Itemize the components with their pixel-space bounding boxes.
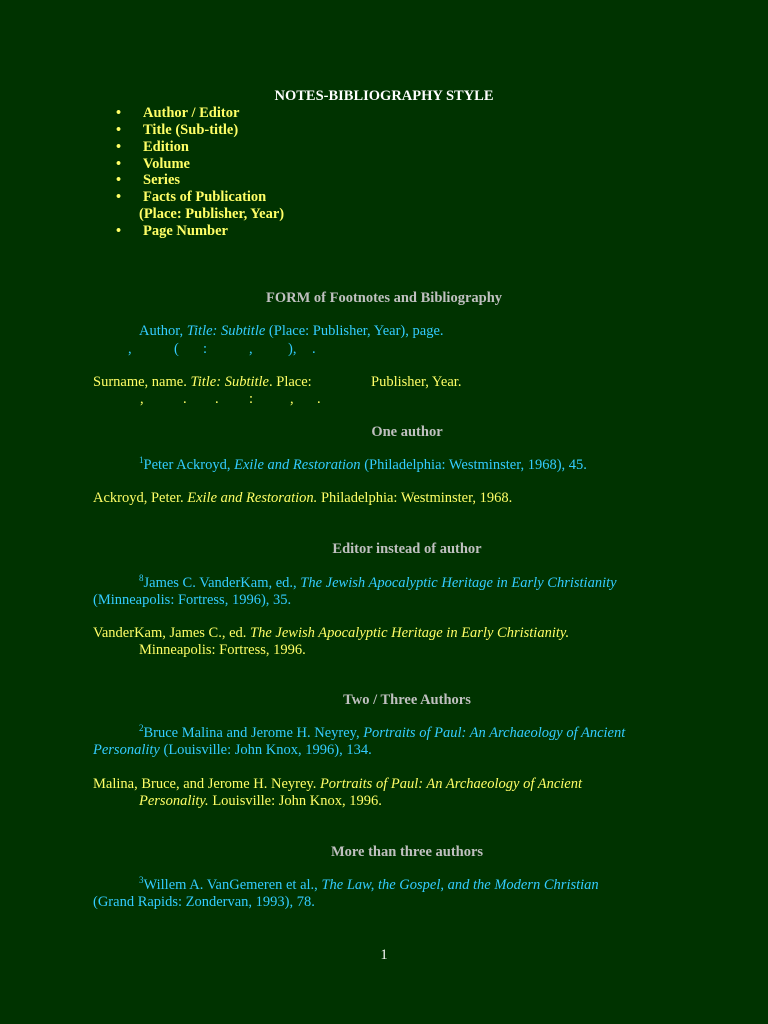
footnote-one-author: $^1$Peter Ackroyd, Exile and Restoration (Philadelphia: Westminster, 1968), 45. (139, 455, 587, 473)
page-number: 1 (380, 947, 388, 963)
list-item-text: Volume (143, 156, 190, 172)
bibliography-two-three: Malina, Bruce, and Jerome H. Neyrey. Portraits of Paul: An Archaeology of Ancient (93, 776, 583, 792)
footnote-more-three-cont: (Grand Rapids: Zondervan, 1993), 78. (93, 894, 315, 910)
list-item-text: Series (143, 172, 181, 188)
section-heading-editor: Editor instead of author (332, 541, 482, 557)
list-item-text: Edition (143, 139, 189, 155)
footnote-more-three: $^3$Willem A. VanGemeren et al., The Law, the Gospel, and the Modern Christian (139, 875, 599, 893)
bibliography-two-three-cont: Personality. Louisville: John Knox, 1996. (139, 793, 382, 809)
footnote-two-three-cont: Personality (Louisville: John Knox, 1996), 134. (93, 742, 372, 758)
form-bib-publisher: Publisher, Year. (371, 374, 462, 390)
section-heading-one-author: One author (371, 424, 443, 440)
section-heading-two-three: Two / Three Authors (343, 692, 471, 708)
list-item-text: Page Number (143, 223, 228, 239)
document-page: NOTES-BIBLIOGRAPHY STYLE • Author / Editor • Title (Sub-title) • Edition • Volume • Series • Facts of Publication (Place: Publisher, Year) • Page Number FORM of Footnotes and Bibliography Author, Title: Subtitle (Place: Publisher, Year), page. , ( : , ), . Surname, name. Title: Subtitle. Place: Publisher, Year. , . . : , . One author $^1$Peter Ackroyd, Exile and Restoration (Philadelphia: Westminster, 1968), 45. Ackroyd, Peter. Exile and Restoration. Philadelphia: Westminster, 1968. Editor instead of author $^8$James C. VanderKam, ed., The Jewish Apocalyptic Heritage in Early Christianity (Minneapolis: Fortress, 1996), 35. VanderKam, James C., ed. The Jewish Apocalyptic Heritage in Early Christianity. Minneapolis: Fortress, 1996. Two / Three Authors $^2$Bruce Malina and Jerome H. Neyrey, Portraits of Paul: An Archaeology of Ancient Personality (Louisville: John Knox, 1996), 134. Malina, Bruce, and Jerome H. Neyrey. Portraits of Paul: An Archaeology of Ancient Personality. Louisville: John Knox, 1996. More than three authors $^3$Willem A. VanGemeren et al., The Law, the Gospel, and the Modern Christian (Grand Rapids: Zondervan, 1993), 78. 1 (0, 0, 768, 1024)
bibliography-editor-cont: Minneapolis: Fortress, 1996. (139, 642, 306, 658)
bibliography-one-author: Ackroyd, Peter. Exile and Restoration. Philadelphia: Westminster, 1968. (93, 490, 513, 506)
bullet-icon: • (116, 172, 122, 188)
bullet-icon: • (116, 223, 122, 239)
form-note-pattern: Author, Title: Subtitle (Place: Publisher, Year), page. (139, 323, 444, 339)
form-bib-pattern: Surname, name. Title: Subtitle. Place: (93, 374, 312, 390)
list-item-text: Facts of Publication (143, 189, 267, 205)
footnote-two-three: $^2$Bruce Malina and Jerome H. Neyrey, Portraits of Paul: An Archaeology of Ancient (139, 723, 626, 741)
bullet-icon: • (116, 156, 122, 172)
form-heading: FORM of Footnotes and Bibliography (265, 290, 503, 306)
bullet-icon: • (116, 105, 122, 121)
document-title: NOTES-BIBLIOGRAPHY STYLE (274, 88, 494, 104)
bibliography-editor: VanderKam, James C., ed. The Jewish Apocalyptic Heritage in Early Christianity. (93, 625, 570, 641)
footnote-editor-cont: (Minneapolis: Fortress, 1996), 35. (93, 592, 292, 608)
bullet-icon: • (116, 139, 122, 155)
bullet-icon: • (116, 122, 122, 138)
footnote-editor: $^8$James C. VanderKam, ed., The Jewish Apocalyptic Heritage in Early Christianity (139, 573, 617, 591)
section-heading-more-three: More than three authors (330, 844, 484, 860)
list-item-continuation: (Place: Publisher, Year) (139, 206, 285, 222)
list-item-text: Author / Editor (143, 105, 240, 121)
list-item-text: Title (Sub-title) (143, 122, 239, 138)
bullet-icon: • (116, 189, 122, 205)
